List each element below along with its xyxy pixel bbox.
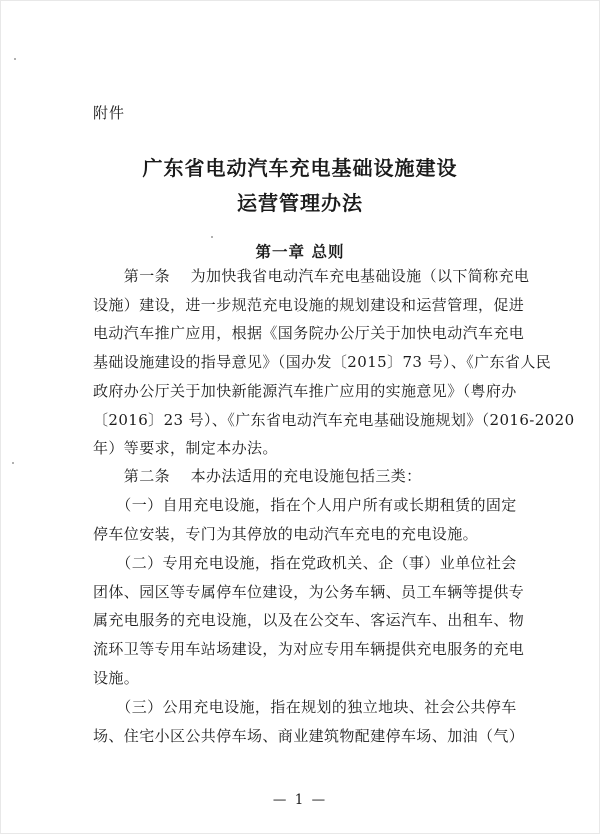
- text-line: （一）自用充电设施，指在个人用户所有或长期租赁的固定: [93, 496, 517, 514]
- chapter-heading: 第一章 总则: [255, 242, 345, 261]
- text-line: 团体、园区等专属停车位建设，为公务车辆、员工车辆等提供专: [93, 582, 525, 601]
- paragraph-item-2: [93, 549, 525, 693]
- text-line: 第一条 为加快我省电动汽车充电基础设施（以下简称充电: [93, 267, 530, 285]
- scan-speck: [14, 58, 16, 60]
- text-line: （三）公用充电设施，指在规划的独立地块、社会公共停车: [93, 698, 517, 716]
- scan-speck: [12, 462, 14, 464]
- page-number: — 1 —: [272, 792, 328, 808]
- paragraph-item-1: [93, 491, 517, 548]
- text-line: 电动汽车推广应用，根据《国务院办公厅关于加快电动汽车充电: [93, 324, 525, 343]
- text-line: 〔2016〕23 号）、《广东省电动汽车充电基础设施规划》（2016-2020: [93, 410, 575, 429]
- text-line: （二）专用充电设施，指在党政机关、企（事）业单位社会: [93, 554, 517, 572]
- attachment-label: 附件: [93, 104, 126, 122]
- text-line: 设施）建设，进一步规范充电设施的规划建设和运营管理，促进: [93, 295, 525, 314]
- paragraph-article-1: [93, 262, 575, 463]
- document-title-line-1: 广东省电动汽车充电基础设施建设: [142, 156, 458, 180]
- text-line: 设施。: [93, 668, 140, 687]
- text-line: 属充电服务的充电设施，以及在公交车、客运汽车、出租车、物: [93, 611, 525, 630]
- text-line: 年）等要求，制定本办法。: [93, 439, 278, 458]
- text-line: 政府办公厅关于加快新能源汽车推广应用的实施意见》（粤府办: [93, 381, 517, 400]
- text-line: 第二条 本办法适用的充电设施包括三类：: [93, 467, 422, 485]
- document-title-line-2: 运营管理办法: [237, 191, 363, 215]
- paragraph-item-3: [93, 693, 525, 750]
- paragraph-article-2: [93, 462, 513, 491]
- text-line: 场、住宅小区公共停车场、商业建筑物配建停车场、加油（气）: [93, 726, 525, 745]
- text-line: 停车位安装，专门为其停放的电动汽车充电的充电设施。: [93, 524, 479, 543]
- text-line: 流环卫等专用车站场建设，为对应专用车辆提供充电服务的充电: [93, 640, 525, 659]
- scan-speck: [211, 236, 213, 238]
- text-line: 基础设施建设的指导意见》（国办发〔2015〕73 号）、《广东省人民: [93, 353, 552, 372]
